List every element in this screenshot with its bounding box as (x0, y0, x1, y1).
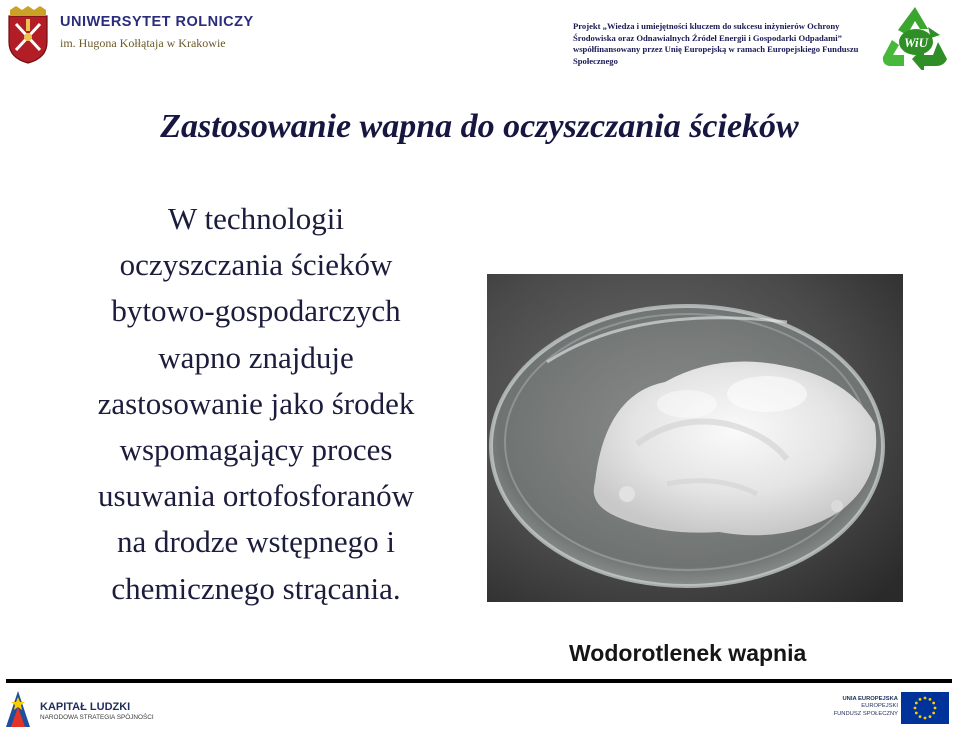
body-line: chemicznego strącania. (111, 570, 401, 606)
eu-fund-text (826, 696, 898, 718)
eu-star (915, 712, 918, 715)
project-line: Społecznego (573, 55, 618, 66)
eu-star (914, 707, 917, 710)
eu-star (932, 702, 935, 705)
university-subtitle: im. Hugona Kołłątaja w Krakowie (60, 36, 226, 50)
eu-star (934, 707, 937, 710)
kapital-ludzki-icon (4, 687, 34, 733)
body-line: na drodze wstępnego i (116, 524, 396, 560)
eu-line: FUNDUSZ SPOŁECZNY (833, 710, 898, 717)
logo-wiu-text: WiU (903, 35, 929, 50)
eu-star (915, 702, 918, 705)
eu-star (924, 717, 927, 720)
eu-star (924, 697, 927, 700)
recycle-icon (880, 4, 950, 70)
calcium-hydroxide-photo (487, 274, 903, 602)
project-line: Środowiska oraz Odnawialnych Źródeł Energii i Gospodarki Odpadami” (573, 32, 842, 43)
eu-line: EUROPEJSKI (861, 703, 898, 710)
body-paragraph (40, 196, 472, 612)
body-line: oczyszczania ścieków (119, 247, 393, 283)
kapital-ludzki-subtitle: NARODOWA STRATEGIA SPÓJNOŚCI (40, 714, 154, 721)
body-line: bytowo-gospodarczych (111, 293, 401, 329)
university-name: UNIWERSYTET ROLNICZY (60, 14, 254, 30)
university-crest-icon (6, 6, 50, 64)
eu-star (919, 715, 922, 718)
project-line: współfinansowany przez Unię Europejską w ramach Europejskiego Funduszu (573, 44, 859, 55)
project-description (573, 21, 873, 67)
eu-star (932, 712, 935, 715)
body-line: wspomagający proces (119, 432, 393, 468)
eu-star (929, 698, 932, 701)
body-line: zastosowanie jako środek (97, 385, 415, 421)
eu-line: UNIA EUROPEJSKA (842, 696, 898, 702)
eu-star (919, 698, 922, 701)
eu-flag-icon (901, 692, 949, 724)
footer-divider (6, 679, 952, 683)
slide-title: Zastosowanie wapna do oczyszczania ścieków (160, 108, 799, 145)
body-line: W technologii (168, 201, 344, 236)
photo-caption: Wodorotlenek wapnia (569, 640, 807, 666)
body-line: wapno znajduje (158, 339, 354, 375)
project-line: Projekt „Wiedza i umiejętności kluczem do sukcesu inżynierów Ochrony (573, 21, 840, 31)
kapital-ludzki-name: KAPITAŁ LUDZKI (40, 701, 131, 713)
university-logo (6, 6, 254, 66)
eu-star (929, 715, 932, 718)
body-line: usuwania ortofosforanów (98, 478, 414, 514)
